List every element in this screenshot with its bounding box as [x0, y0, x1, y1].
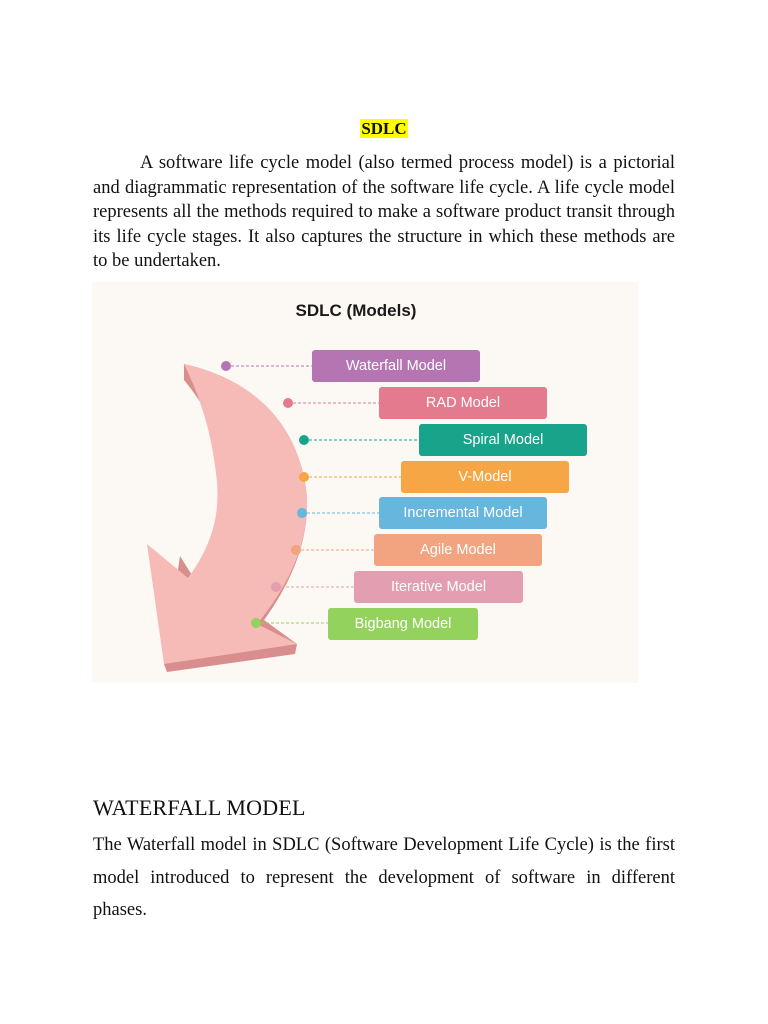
document-title-text: SDLC	[361, 119, 407, 138]
connector-dot	[221, 361, 231, 371]
model-box: Spiral Model	[419, 424, 587, 456]
document-title	[0, 119, 768, 139]
sdlc-models-figure	[92, 282, 638, 683]
figure-title: SDLC (Models)	[295, 301, 417, 320]
model-box: Iterative Model	[354, 571, 523, 603]
model-box: Incremental Model	[379, 497, 547, 529]
connector-dot	[291, 545, 301, 555]
section-body: The Waterfall model in SDLC (Software Development Life Cycle) is the first model introduced to represent the development of software in different phases.	[93, 835, 675, 920]
model-box: Bigbang Model	[328, 608, 478, 640]
connector-dot	[251, 618, 261, 628]
intro-paragraph: A software life cycle model (also termed process model) is a pictorial and diagrammatic representation of the software life cycle. A life cycle model represents all the methods required to make a software product transit through its life cycle stages. It also captures the structure in which these methods are to be undertaken.	[93, 153, 675, 271]
model-box: V-Model	[401, 461, 569, 493]
model-box: Waterfall Model	[312, 350, 480, 382]
model-box: Agile Model	[374, 534, 542, 566]
section-heading: WATERFALL MODEL	[93, 795, 306, 820]
connector-dot	[299, 472, 309, 482]
connector-dot	[283, 398, 293, 408]
model-box: RAD Model	[379, 387, 547, 419]
connector-dot	[299, 435, 309, 445]
connector-dot	[271, 582, 281, 592]
connector-dot	[297, 508, 307, 518]
arrow-face	[147, 364, 307, 664]
